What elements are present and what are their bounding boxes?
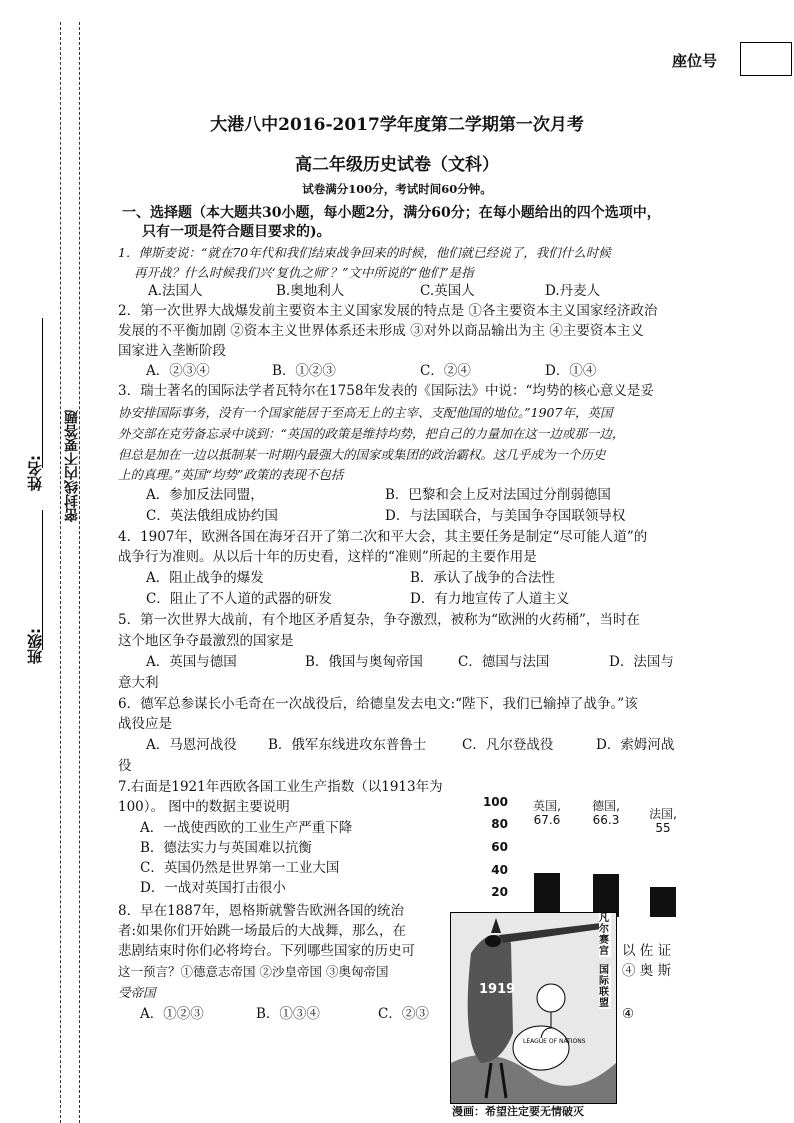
bar-category: 德国: [592, 799, 617, 813]
seal-instruction: 密封线内不要答题: [64, 410, 80, 522]
q4-option-d[interactable]: D．有力地宣传了人道主义: [410, 591, 570, 607]
q7-option-d[interactable]: D．一战对英国打击很小: [140, 880, 286, 896]
q2-option-c[interactable]: C．②④: [420, 363, 471, 379]
q1-stem-cont: 再开战？什么时候我们兴‘复仇之师’？”文中所说的“他们”是指: [134, 265, 474, 280]
q3-option-b[interactable]: B．巴黎和会上反对法国过分削弱德国: [385, 487, 611, 503]
section-heading: 一、选择题（本大题共30小题，每小题2分，满分60分；在每小题给出的四个选项中，: [122, 205, 661, 221]
cartoon-label-league: 国际联盟: [599, 965, 609, 1009]
q8-stem-cont4: 受帝国: [118, 985, 156, 1000]
q2-stem: 2．第一次世界大战爆发前主要资本主义国家发展的特点是 ①各主要资本主义国家经济政治: [118, 303, 658, 319]
y-tick: 40: [491, 863, 508, 877]
q6-stem: 6．德军总参谋长小毛奇在一次战役后，给德皇发去电文:“陛下，我们已输掉了战争。”该: [118, 696, 638, 712]
q8-stem-cont3: 这一预言？①德意志帝国 ②沙皇帝国 ③奥匈帝国: [118, 964, 389, 979]
cartoon-bag-label: LEAGUE OF NATIONS: [523, 1038, 586, 1045]
cartoon-caption: 漫画：希望注定要无情破灭: [452, 1105, 584, 1118]
q6-option-a[interactable]: A．马恩河战役: [146, 737, 237, 753]
bar-value: 66.3: [592, 813, 620, 827]
q8-option-d[interactable]: ④: [622, 1006, 635, 1022]
q4-option-c[interactable]: C．阻止了不人道的武器的研发: [146, 591, 332, 607]
q8-stem: 8．早在1887年，恩格斯就警告欧洲各国的统治: [118, 903, 404, 919]
exam-subtitle: 高二年级历史试卷（文科）: [295, 155, 499, 175]
section-heading-cont: 只有一项是符合题目要求的)。: [142, 224, 331, 240]
q7-option-c[interactable]: C．英国仍然是世界第一工业大国: [140, 860, 340, 876]
q1-option-a[interactable]: A.法国人: [148, 283, 203, 299]
q7-option-a[interactable]: A．一战使西欧的工业生产严重下降: [140, 820, 353, 836]
q8-stem-right2: ④ 奥 斯: [622, 963, 672, 979]
q3-stem-cont: 协安排国际事务，没有一个国家能居于至高无上的主宰、支配他国的地位。”1907年，英国: [118, 405, 613, 420]
q4-stem-cont: 战争行为准则。从以后十年的历史看，这样的“准则”所起的主要作用是: [118, 549, 537, 565]
name-label: 姓名:: [26, 455, 44, 491]
q2-stem-cont: 发展的不平衡加剧 ②资本主义世界体系还未形成 ③对外以商品输出为主 ④主要资本主义: [118, 323, 644, 339]
cartoon-image: [450, 912, 617, 1104]
q8-stem-cont: 者:如果你们开始跳一场最后的大战舞，那么，在: [118, 923, 407, 939]
stork-cartoon: [451, 913, 616, 1103]
q1-option-c[interactable]: C.英国人: [420, 283, 475, 299]
q6-option-d[interactable]: D．索姆河战: [596, 737, 675, 753]
q1-option-d[interactable]: D.丹麦人: [545, 283, 601, 299]
q6-option-d-cont: 役: [118, 758, 132, 774]
q4-stem: 4．1907年，欧洲各国在海牙召开了第二次和平大会，其主要任务是制定“尽可能人道”的: [118, 529, 648, 545]
q8-option-c[interactable]: C．②③: [378, 1006, 429, 1022]
bar-value: 67.6: [533, 813, 561, 827]
seat-number-box[interactable]: [740, 42, 792, 76]
q3-stem-cont4: 上的真理。”英国“均势”政策的表现不包括: [118, 467, 344, 482]
y-tick: 80: [491, 817, 508, 831]
q6-option-c[interactable]: C．凡尔登战役: [462, 737, 554, 753]
q3-stem: 3．瑞士著名的国际法学者瓦特尔在1758年发表的《国际法》中说：“均势的核心意义是妥: [118, 383, 654, 399]
bar-france: [650, 887, 676, 917]
q5-option-a[interactable]: A．英国与德国: [146, 654, 237, 670]
bar-label-uk: 英国, 67.6: [533, 799, 561, 827]
q5-stem-cont: 这个地区争夺最激烈的国家是: [118, 633, 294, 649]
bar-value: 55: [655, 821, 671, 835]
q5-option-d[interactable]: D．法国与: [609, 654, 674, 670]
exam-info: 试卷满分100分，考试时间60分钟。: [302, 182, 492, 196]
q3-option-d[interactable]: D．与法国联合，与美国争夺国联领导权: [385, 508, 626, 524]
q2-option-d[interactable]: D．①④: [545, 363, 597, 379]
y-tick: 60: [491, 840, 508, 854]
bar-category: 英国: [533, 799, 558, 813]
bar-label-germany: 德国, 66.3: [592, 799, 620, 827]
q6-stem-cont: 战役应是: [118, 716, 172, 732]
q3-stem-cont3: 但总是加在一边以抵制某一时期内最强大的国家或集团的政治霸权。这几乎成为一个历史: [118, 447, 606, 462]
q8-option-b[interactable]: B．①③④: [256, 1006, 320, 1022]
y-tick: 100: [482, 795, 508, 809]
q1-option-b[interactable]: B.奥地利人: [276, 283, 345, 299]
q7-stem-cont: 100）。 图中的数据主要说明: [118, 799, 290, 815]
q4-option-a[interactable]: A．阻止战争的爆发: [146, 570, 264, 586]
exam-title: 大港八中2016-2017学年度第二学期第一次月考: [210, 115, 584, 135]
q4-option-b[interactable]: B．承认了战争的合法性: [410, 570, 555, 586]
bar-uk: [534, 873, 560, 917]
bar-category: 法国: [649, 807, 674, 821]
q5-option-d-cont: 意大利: [118, 675, 159, 691]
bar-germany: [593, 874, 619, 917]
q7-stem: 7.右面是1921年西欧各国工业生产指数（以1913年为: [118, 779, 443, 795]
class-label: 班级:: [26, 628, 44, 664]
y-tick: 20: [491, 885, 508, 899]
q2-stem-cont2: 国家进入垄断阶段: [118, 343, 226, 359]
cartoon-label-versailles: 凡尔赛宫: [599, 913, 609, 957]
q8-stem-cont2: 悲剧结束时你们必将垮台。下列哪些国家的历史可: [118, 943, 415, 959]
q3-stem-cont2: 外交部在克劳备忘录中谈到：“英国的政策是维持均势，把自己的力量加在这一边或那一边，: [118, 426, 625, 441]
bar-label-france: 法国, 55: [649, 807, 677, 835]
q6-option-b[interactable]: B．俄军东线进攻东普鲁士: [268, 737, 427, 753]
q5-option-b[interactable]: B．俄国与奥匈帝国: [305, 654, 423, 670]
industrial-index-chart: [478, 795, 708, 925]
q3-option-c[interactable]: C．英法俄组成协约国: [146, 508, 278, 524]
q1-stem: 1．俾斯麦说：“就在70年代和我们结束战争回来的时候，他们就已经说了，我们什么时候: [118, 245, 611, 260]
cartoon-year: 1919: [479, 982, 516, 997]
q8-stem-right: 以 佐 证: [622, 943, 672, 959]
name-field[interactable]: [42, 318, 43, 468]
seat-number-label: 座位号: [672, 52, 718, 70]
q5-option-c[interactable]: C．德国与法国: [458, 654, 550, 670]
q7-option-b[interactable]: B．德法实力与英国难以抗衡: [140, 840, 312, 856]
q3-option-a[interactable]: A．参加反法同盟，: [146, 487, 264, 503]
q2-option-b[interactable]: B．①②③: [272, 363, 336, 379]
q8-option-a[interactable]: A．①②③: [140, 1006, 204, 1022]
q2-option-a[interactable]: A．②③④: [146, 363, 210, 379]
q5-stem: 5．第一次世界大战前，有个地区矛盾复杂，争夺激烈，被称为“欧洲的火药桶”，当时在: [118, 612, 640, 628]
class-field[interactable]: [42, 510, 43, 650]
